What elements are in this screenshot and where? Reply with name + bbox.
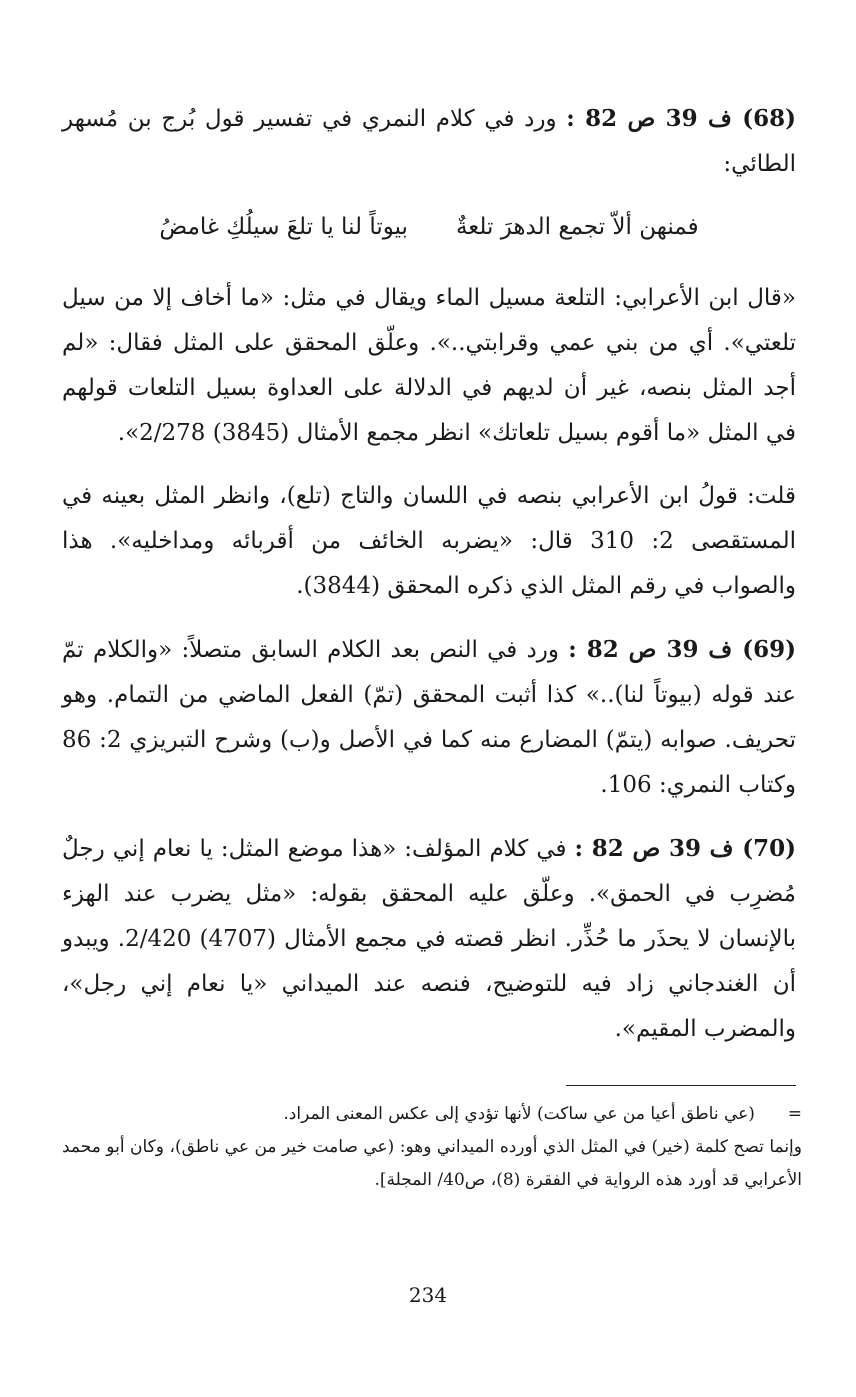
entry-70-text: في كلام المؤلف: «هذا موضع المثل: يا نعام إني رجلٌ مُضرِب في الحمق». وعلّق عليه المحقق بقوله: «مثل يضرب عند الهزء بالإنسان لا يحذَر ما حُذِّر. انظر قصته في مجمع الأمثال (4707) 2/420. ويبدو أن الغندجاني زاد فيه للتوضيح، فنصه عند الميداني «يا نعام إني رجل»، والمضرب المقيم». [62,836,796,1042]
entry-68 [62,96,796,187]
footnote-continuation-marker: = [787,1104,802,1124]
entry-69-reference: (69) ف 39 ص 82 : [568,636,796,663]
footnote-line-1-text: (عي ناطق أعيا من عي ساكت) لأنها تؤدي إلى عكس المعنى المراد. [283,1104,755,1124]
footnote-separator [566,1085,796,1086]
poetry-verse [62,205,796,250]
page-body [62,96,796,1070]
entry-68-reference: (68) ف 39 ص 82 : [566,105,797,132]
verse-first-hemistich: فمنهن ألاّ تجمع الدهرَ تلعةٌ [455,214,699,240]
verse-second-hemistich: بيوتاً لنا يا تلعَ سيلُكِ غامضُ [159,214,408,240]
page-number: 234 [408,1283,448,1307]
entry-68-text: ورد في كلام النمري في تفسير قول بُرج بن مُسهر الطائي: [62,106,796,177]
entry-70-reference: (70) ف 39 ص 82 : [574,835,796,862]
paragraph-ibn-alarabi-quote: «قال ابن الأعرابي: التلعة مسيل الماء ويقال في مثل: «ما أخاف إلا من سيل تلعتي». أي من بني عمي وقرابتي..». وعلّق المحقق على المثل فقال: «لم أجد المثل بنصه، غير أن لديهم في الدلالة على العداوة بسيل التلعات قولهم في المثل «ما أقوم بسيل تلعاتك» انظر مجمع الأمثال (3845) 2/278». [62,285,796,446]
footnote-line-2: وإنما تصح كلمة (خير) في المثل الذي أورده الميداني وهو: (عي صامت خير من عي ناطق)، وكان أبو محمد الأعرابي قد أورد هذه الرواية في الفقرة (8)، ص40/ المجلة]. [62,1137,802,1190]
entry-69-text: ورد في النص بعد الكلام السابق متصلاً: «والكلام تمّ عند قوله (بيوتاً لنا)..» كذا أثبت المحقق (تمّ) الفعل الماضي من التمام. وهو تحريف. صوابه (يتمّ) المضارع منه كما في الأصل و(ب) وشرح التبريزي 2: 86 وكتاب النمري: 106. [62,637,796,798]
footnotes [62,1098,802,1197]
footnote-line-1 [62,1098,802,1131]
entry-70 [62,826,796,1052]
entry-69 [62,627,796,808]
paragraph-author-comment: قلت: قولُ ابن الأعرابي بنصه في اللسان والتاج (تلع)، وانظر المثل بعينه في المستقصى 2: 310 قال: «يضربه الخائف من أقربائه ومداخليه». هذا والصواب في رقم المثل الذي ذكره المحقق (3844). [62,483,797,599]
